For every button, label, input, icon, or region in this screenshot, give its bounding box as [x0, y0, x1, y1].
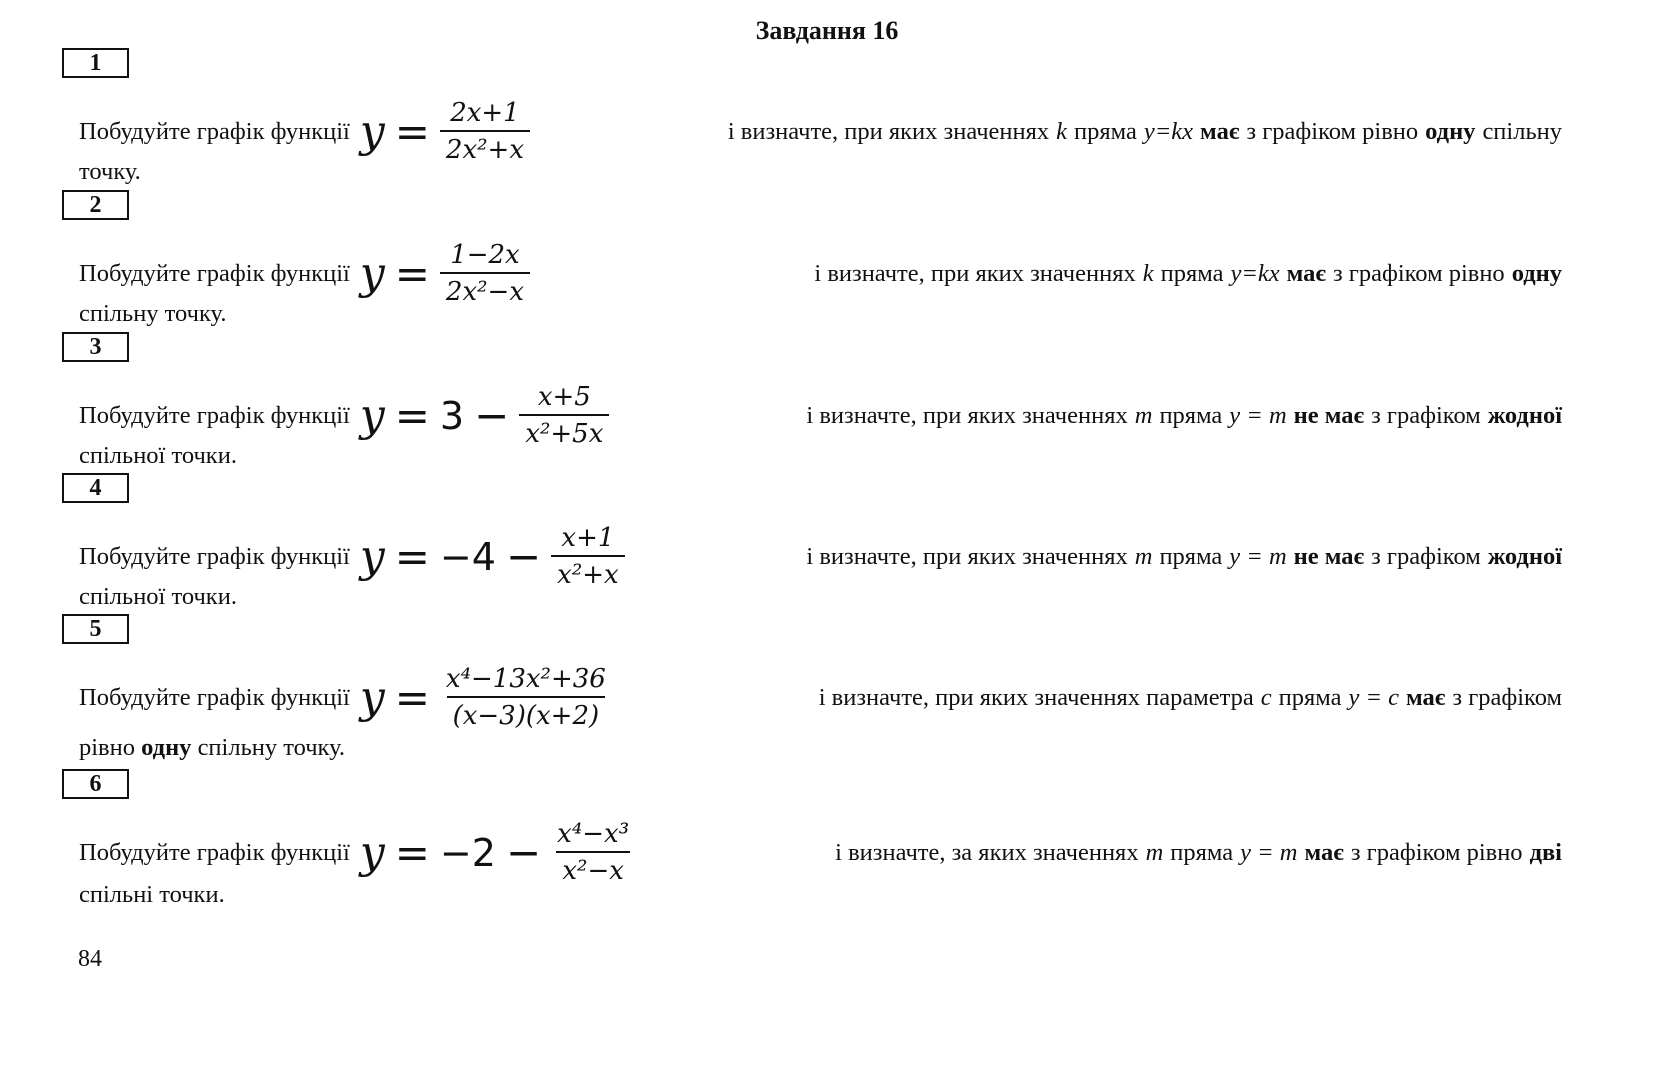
fraction-numerator: 1−2x	[450, 240, 520, 270]
formula-fraction	[551, 819, 635, 886]
formula-lhs: y	[359, 248, 385, 299]
condition-bold2: жодної	[1487, 401, 1562, 429]
task-lead-text: Побудуйте графік функції	[79, 259, 350, 287]
condition-line-eq: y = c	[1348, 683, 1400, 711]
task-text-line	[79, 382, 1562, 449]
fraction-numerator: x+5	[537, 382, 591, 412]
fraction-denominator: x²+5x	[519, 414, 609, 449]
formula-constant: −4	[439, 534, 496, 579]
task-lead-group	[79, 819, 635, 886]
task-text-line	[79, 819, 1562, 886]
condition-mid1: і визначте, при яких значеннях	[806, 542, 1128, 570]
formula-equals: =	[394, 828, 430, 877]
formula-equals: =	[394, 673, 430, 722]
condition-bold1: має	[1406, 683, 1446, 711]
formula-fraction	[440, 98, 530, 165]
task-continuation-line	[79, 734, 345, 762]
task-number-box: 3	[62, 332, 129, 362]
formula-constant: −2	[439, 830, 496, 875]
condition-mid1: і визначте, при яких значеннях параметра	[818, 683, 1254, 711]
condition-mid1: і визначте, при яких значеннях	[814, 259, 1136, 287]
task-continuation-line	[79, 881, 225, 909]
continuation-text: спільної точки.	[79, 583, 237, 610]
continuation-text: спільну точку.	[197, 734, 346, 761]
formula-equals: =	[394, 391, 430, 440]
page-number: 84	[78, 946, 102, 972]
continuation-pre: рівно	[79, 734, 135, 761]
continuation-bold: одну	[141, 734, 192, 761]
continuation-text: спільної точки.	[79, 442, 237, 469]
task-number-box: 1	[62, 48, 129, 78]
formula-lhs: y	[359, 390, 385, 441]
task-text-line	[79, 98, 1562, 165]
condition-line-eq: y=kx	[1230, 259, 1280, 287]
function-formula	[360, 523, 625, 590]
condition-mid1: і визначте, за яких значеннях	[835, 838, 1139, 866]
continuation-text: спільну точку.	[79, 300, 227, 327]
task-number-box: 5	[62, 614, 129, 644]
condition-mid3: з графіком рівно	[1246, 117, 1419, 145]
condition-mid2: пряма	[1170, 838, 1234, 866]
condition-mid2: пряма	[1074, 117, 1137, 145]
formula-operator: −	[505, 828, 542, 877]
formula-lhs: y	[359, 531, 385, 582]
formula-operator: −	[505, 532, 542, 581]
fraction-denominator: x²+x	[551, 555, 625, 590]
condition-bold2: одну	[1425, 117, 1476, 145]
task-condition-text	[835, 839, 1562, 867]
task-lead-text: Побудуйте графік функції	[79, 117, 350, 145]
continuation-text: спільні точки.	[79, 881, 225, 908]
task-lead-text: Побудуйте графік функції	[79, 401, 350, 429]
function-formula	[360, 382, 610, 449]
formula-fraction	[440, 240, 530, 307]
task-lead-group	[79, 240, 530, 307]
fraction-numerator: x+1	[561, 523, 615, 553]
function-formula	[360, 819, 635, 886]
continuation-text: точку.	[79, 158, 141, 185]
formula-constant: 3	[439, 393, 465, 438]
task-lead-group	[79, 523, 625, 590]
task-lead-text: Побудуйте графік функції	[79, 683, 350, 711]
fraction-denominator: x²−x	[556, 851, 630, 886]
condition-bold1: має	[1286, 259, 1326, 287]
condition-line-eq: y = m	[1229, 542, 1287, 570]
task-continuation-line	[79, 583, 237, 611]
condition-bold2: одну	[1511, 259, 1562, 287]
condition-mid3: з графіком	[1452, 683, 1562, 711]
condition-line-eq: y=kx	[1143, 117, 1194, 145]
condition-mid1: і визначте, при яких значеннях	[806, 401, 1128, 429]
task-condition-text	[819, 684, 1562, 712]
condition-bold1: має	[1304, 838, 1344, 866]
condition-var: m	[1134, 542, 1153, 570]
condition-bold2: дві	[1529, 838, 1562, 866]
page-title: Завдання 16	[755, 16, 899, 45]
fraction-numerator: 2x+1	[450, 98, 520, 128]
task-lead-group	[79, 664, 612, 731]
condition-mid2: пряма	[1159, 401, 1223, 429]
formula-lhs: y	[359, 672, 385, 723]
task-number-box: 4	[62, 473, 129, 503]
task-continuation-line	[79, 158, 141, 186]
task-lead-group	[79, 98, 530, 165]
formula-fraction	[551, 523, 625, 590]
condition-bold2: жодної	[1487, 542, 1562, 570]
fraction-numerator: x⁴−x³	[557, 819, 630, 849]
formula-lhs: y	[359, 827, 385, 878]
condition-line-eq: y = m	[1240, 838, 1298, 866]
fraction-denominator: (x−3)(x+2)	[447, 696, 606, 731]
formula-fraction	[440, 664, 612, 731]
condition-mid3: з графіком	[1371, 542, 1481, 570]
task-continuation-line	[79, 442, 237, 470]
condition-var: m	[1145, 838, 1164, 866]
task-lead-text: Побудуйте графік функції	[79, 838, 350, 866]
task-text-line	[79, 523, 1562, 590]
formula-fraction	[519, 382, 609, 449]
condition-mid1: і визначте, при яких значеннях	[727, 117, 1050, 145]
condition-var: c	[1260, 683, 1272, 711]
task-lead-text: Побудуйте графік функції	[79, 542, 350, 570]
task-lead-group	[79, 382, 609, 449]
condition-var: k	[1142, 259, 1154, 287]
condition-mid2: пряма	[1278, 683, 1342, 711]
function-formula	[360, 664, 612, 731]
task-text-line	[79, 240, 1562, 307]
formula-equals: =	[394, 107, 430, 156]
condition-bold1: має	[1200, 117, 1240, 145]
condition-mid3: з графіком рівно	[1350, 838, 1523, 866]
condition-mid3: з графіком рівно	[1332, 259, 1505, 287]
task-continuation-line	[79, 300, 226, 328]
condition-mid3: з графіком	[1371, 401, 1481, 429]
condition-mid2: пряма	[1160, 259, 1224, 287]
task-condition-text	[814, 260, 1562, 288]
formula-equals: =	[394, 249, 430, 298]
condition-bold1: не має	[1293, 401, 1365, 429]
formula-operator: −	[474, 391, 510, 440]
task-condition-text	[806, 543, 1562, 571]
fraction-denominator: 2x²−x	[440, 272, 530, 307]
condition-mid2: пряма	[1159, 542, 1223, 570]
task-number-box: 2	[62, 190, 129, 220]
condition-var: k	[1056, 117, 1068, 145]
function-formula	[360, 240, 530, 307]
task-text-line	[79, 664, 1562, 731]
condition-line-eq: y = m	[1229, 401, 1287, 429]
task-condition-text	[728, 118, 1562, 146]
task-condition-text	[806, 402, 1562, 430]
formula-lhs: y	[359, 106, 385, 157]
formula-equals: =	[394, 532, 430, 581]
function-formula	[360, 98, 530, 165]
task-number-box: 6	[62, 769, 129, 799]
condition-bold1: не має	[1293, 542, 1365, 570]
fraction-denominator: 2x²+x	[440, 130, 530, 165]
fraction-numerator: x⁴−13x²+36	[445, 664, 606, 694]
condition-var: m	[1134, 401, 1153, 429]
condition-end: спільну	[1482, 117, 1562, 145]
